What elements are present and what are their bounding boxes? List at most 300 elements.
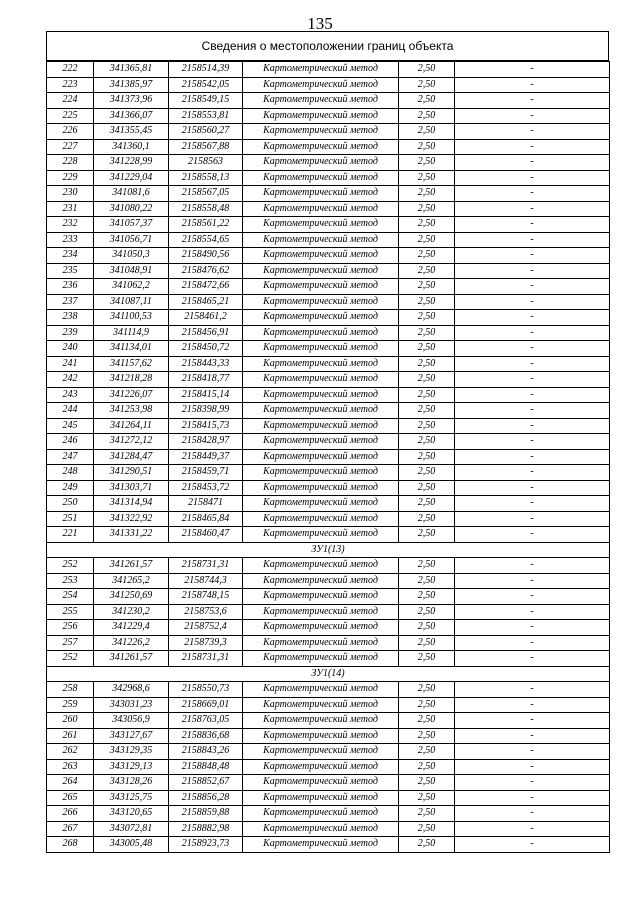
table-row [47,790,610,806]
method-cell: Картометрический метод [243,620,399,636]
table-row [47,356,610,372]
y-coordinate-cell: 2158567,05 [169,186,243,202]
table-row [47,139,610,155]
description-cell: - [455,155,610,171]
accuracy-cell: 2,50 [399,837,455,853]
point-number-cell: 232 [47,217,94,233]
method-cell: Картометрический метод [243,108,399,124]
accuracy-cell: 2,50 [399,93,455,109]
x-coordinate-cell: 341385,97 [94,77,169,93]
table-row [47,697,610,713]
x-coordinate-cell: 341050,3 [94,248,169,264]
method-cell: Картометрический метод [243,790,399,806]
method-cell: Картометрический метод [243,558,399,574]
x-coordinate-cell: 343005,48 [94,837,169,853]
accuracy-cell: 2,50 [399,170,455,186]
point-number-cell: 246 [47,434,94,450]
point-number-cell: 255 [47,604,94,620]
table-row [47,124,610,140]
x-coordinate-cell: 341226,07 [94,387,169,403]
group-label: ЗУ1(14) [47,666,610,682]
description-cell: - [455,806,610,822]
accuracy-cell: 2,50 [399,62,455,78]
description-cell: - [455,589,610,605]
section-title: Сведения о местоположении границ объекта [46,31,609,61]
point-number-cell: 245 [47,418,94,434]
accuracy-cell: 2,50 [399,418,455,434]
point-number-cell: 266 [47,806,94,822]
point-number-cell: 242 [47,372,94,388]
description-cell: - [455,527,610,543]
accuracy-cell: 2,50 [399,527,455,543]
accuracy-cell: 2,50 [399,635,455,651]
y-coordinate-cell: 2158460,47 [169,527,243,543]
y-coordinate-cell: 2158465,84 [169,511,243,527]
table-row [47,837,610,853]
table-row [47,403,610,419]
coordinates-table-container [46,61,609,853]
table-row [47,713,610,729]
description-cell: - [455,775,610,791]
method-cell: Картометрический метод [243,77,399,93]
x-coordinate-cell: 341366,07 [94,108,169,124]
point-number-cell: 229 [47,170,94,186]
description-cell: - [455,821,610,837]
table-row [47,744,610,760]
method-cell: Картометрический метод [243,387,399,403]
y-coordinate-cell: 2158739,3 [169,635,243,651]
point-number-cell: 257 [47,635,94,651]
table-row [47,589,610,605]
x-coordinate-cell: 341134,01 [94,341,169,357]
accuracy-cell: 2,50 [399,604,455,620]
method-cell: Картометрический метод [243,356,399,372]
accuracy-cell: 2,50 [399,186,455,202]
y-coordinate-cell: 2158476,62 [169,263,243,279]
accuracy-cell: 2,50 [399,511,455,527]
point-number-cell: 239 [47,325,94,341]
accuracy-cell: 2,50 [399,775,455,791]
group-row [47,542,610,558]
description-cell: - [455,682,610,698]
x-coordinate-cell: 341331,22 [94,527,169,543]
description-cell: - [455,108,610,124]
description-cell: - [455,325,610,341]
accuracy-cell: 2,50 [399,279,455,295]
point-number-cell: 226 [47,124,94,140]
table-row [47,620,610,636]
point-number-cell: 243 [47,387,94,403]
y-coordinate-cell: 2158553,81 [169,108,243,124]
y-coordinate-cell: 2158514,39 [169,62,243,78]
accuracy-cell: 2,50 [399,759,455,775]
description-cell: - [455,263,610,279]
x-coordinate-cell: 341250,69 [94,589,169,605]
description-cell: - [455,651,610,667]
table-row [47,201,610,217]
accuracy-cell: 2,50 [399,589,455,605]
point-number-cell: 240 [47,341,94,357]
x-coordinate-cell: 343056,9 [94,713,169,729]
x-coordinate-cell: 341322,92 [94,511,169,527]
point-number-cell: 241 [47,356,94,372]
y-coordinate-cell: 2158753,6 [169,604,243,620]
y-coordinate-cell: 2158558,13 [169,170,243,186]
y-coordinate-cell: 2158549,15 [169,93,243,109]
x-coordinate-cell: 341226,2 [94,635,169,651]
y-coordinate-cell: 2158744,3 [169,573,243,589]
table-row [47,434,610,450]
x-coordinate-cell: 341057,37 [94,217,169,233]
accuracy-cell: 2,50 [399,465,455,481]
table-row [47,108,610,124]
x-coordinate-cell: 343128,26 [94,775,169,791]
description-cell: - [455,372,610,388]
y-coordinate-cell: 2158428,97 [169,434,243,450]
description-cell: - [455,279,610,295]
point-number-cell: 236 [47,279,94,295]
method-cell: Картометрический метод [243,511,399,527]
table-row [47,635,610,651]
y-coordinate-cell: 2158398,99 [169,403,243,419]
x-coordinate-cell: 341314,94 [94,496,169,512]
x-coordinate-cell: 341081,6 [94,186,169,202]
y-coordinate-cell: 2158852,67 [169,775,243,791]
y-coordinate-cell: 2158450,72 [169,341,243,357]
method-cell: Картометрический метод [243,449,399,465]
method-cell: Картометрический метод [243,341,399,357]
table-row [47,511,610,527]
x-coordinate-cell: 343031,23 [94,697,169,713]
y-coordinate-cell: 2158558,48 [169,201,243,217]
point-number-cell: 252 [47,651,94,667]
accuracy-cell: 2,50 [399,139,455,155]
method-cell: Картометрический метод [243,480,399,496]
x-coordinate-cell: 341087,11 [94,294,169,310]
point-number-cell: 259 [47,697,94,713]
x-coordinate-cell: 341228,99 [94,155,169,171]
method-cell: Картометрический метод [243,496,399,512]
table-row [47,263,610,279]
x-coordinate-cell: 341360,1 [94,139,169,155]
description-cell: - [455,294,610,310]
y-coordinate-cell: 2158459,71 [169,465,243,481]
description-cell: - [455,713,610,729]
point-number-cell: 228 [47,155,94,171]
table-row [47,604,610,620]
point-number-cell: 265 [47,790,94,806]
method-cell: Картометрический метод [243,635,399,651]
x-coordinate-cell: 341261,57 [94,651,169,667]
y-coordinate-cell: 2158752,4 [169,620,243,636]
point-number-cell: 247 [47,449,94,465]
x-coordinate-cell: 341114,9 [94,325,169,341]
y-coordinate-cell: 2158763,05 [169,713,243,729]
y-coordinate-cell: 2158748,15 [169,589,243,605]
y-coordinate-cell: 2158443,33 [169,356,243,372]
table-row [47,77,610,93]
method-cell: Картометрический метод [243,186,399,202]
accuracy-cell: 2,50 [399,310,455,326]
x-coordinate-cell: 341365,81 [94,62,169,78]
description-cell: - [455,186,610,202]
accuracy-cell: 2,50 [399,341,455,357]
accuracy-cell: 2,50 [399,248,455,264]
x-coordinate-cell: 343129,13 [94,759,169,775]
table-row [47,465,610,481]
y-coordinate-cell: 2158465,21 [169,294,243,310]
description-cell: - [455,759,610,775]
accuracy-cell: 2,50 [399,806,455,822]
description-cell: - [455,77,610,93]
point-number-cell: 225 [47,108,94,124]
description-cell: - [455,124,610,140]
y-coordinate-cell: 2158836,68 [169,728,243,744]
table-row [47,186,610,202]
point-number-cell: 254 [47,589,94,605]
point-number-cell: 238 [47,310,94,326]
table-row [47,418,610,434]
accuracy-cell: 2,50 [399,201,455,217]
point-number-cell: 223 [47,77,94,93]
y-coordinate-cell: 2158418,77 [169,372,243,388]
accuracy-cell: 2,50 [399,356,455,372]
y-coordinate-cell: 2158449,37 [169,449,243,465]
point-number-cell: 237 [47,294,94,310]
description-cell: - [455,248,610,264]
table-row [47,480,610,496]
accuracy-cell: 2,50 [399,620,455,636]
table-row [47,62,610,78]
description-cell: - [455,387,610,403]
table-row [47,682,610,698]
x-coordinate-cell: 341264,11 [94,418,169,434]
x-coordinate-cell: 343120,65 [94,806,169,822]
method-cell: Картометрический метод [243,279,399,295]
accuracy-cell: 2,50 [399,697,455,713]
method-cell: Картометрический метод [243,418,399,434]
accuracy-cell: 2,50 [399,387,455,403]
method-cell: Картометрический метод [243,589,399,605]
method-cell: Картометрический метод [243,232,399,248]
accuracy-cell: 2,50 [399,821,455,837]
y-coordinate-cell: 2158456,91 [169,325,243,341]
y-coordinate-cell: 2158415,73 [169,418,243,434]
method-cell: Картометрический метод [243,434,399,450]
description-cell: - [455,356,610,372]
method-cell: Картометрический метод [243,573,399,589]
point-number-cell: 248 [47,465,94,481]
page-number: 135 [307,14,333,33]
description-cell: - [455,635,610,651]
point-number-cell: 235 [47,263,94,279]
y-coordinate-cell: 2158542,05 [169,77,243,93]
accuracy-cell: 2,50 [399,651,455,667]
x-coordinate-cell: 343125,75 [94,790,169,806]
table-row [47,248,610,264]
accuracy-cell: 2,50 [399,372,455,388]
x-coordinate-cell: 341048,91 [94,263,169,279]
table-row [47,651,610,667]
description-cell: - [455,511,610,527]
accuracy-cell: 2,50 [399,790,455,806]
y-coordinate-cell: 2158560,27 [169,124,243,140]
y-coordinate-cell: 2158882,98 [169,821,243,837]
x-coordinate-cell: 341229,04 [94,170,169,186]
accuracy-cell: 2,50 [399,124,455,140]
y-coordinate-cell: 2158554,65 [169,232,243,248]
y-coordinate-cell: 2158561,22 [169,217,243,233]
method-cell: Картометрический метод [243,139,399,155]
description-cell: - [455,449,610,465]
description-cell: - [455,139,610,155]
accuracy-cell: 2,50 [399,573,455,589]
description-cell: - [455,170,610,186]
y-coordinate-cell: 2158848,48 [169,759,243,775]
method-cell: Картометрический метод [243,62,399,78]
x-coordinate-cell: 341230,2 [94,604,169,620]
x-coordinate-cell: 343127,67 [94,728,169,744]
table-row [47,341,610,357]
x-coordinate-cell: 341284,47 [94,449,169,465]
point-number-cell: 221 [47,527,94,543]
method-cell: Картометрический метод [243,248,399,264]
method-cell: Картометрический метод [243,124,399,140]
y-coordinate-cell: 2158461,2 [169,310,243,326]
method-cell: Картометрический метод [243,325,399,341]
method-cell: Картометрический метод [243,821,399,837]
x-coordinate-cell: 341290,51 [94,465,169,481]
accuracy-cell: 2,50 [399,558,455,574]
x-coordinate-cell: 341355,45 [94,124,169,140]
method-cell: Картометрический метод [243,775,399,791]
description-cell: - [455,697,610,713]
point-number-cell: 262 [47,744,94,760]
point-number-cell: 249 [47,480,94,496]
method-cell: Картометрический метод [243,651,399,667]
table-row [47,821,610,837]
method-cell: Картометрический метод [243,201,399,217]
point-number-cell: 250 [47,496,94,512]
x-coordinate-cell: 341218,28 [94,372,169,388]
point-number-cell: 253 [47,573,94,589]
method-cell: Картометрический метод [243,697,399,713]
x-coordinate-cell: 343129,35 [94,744,169,760]
table-row [47,728,610,744]
y-coordinate-cell: 2158563 [169,155,243,171]
description-cell: - [455,62,610,78]
description-cell: - [455,217,610,233]
x-coordinate-cell: 341261,57 [94,558,169,574]
accuracy-cell: 2,50 [399,480,455,496]
table-row [47,155,610,171]
accuracy-cell: 2,50 [399,496,455,512]
y-coordinate-cell: 2158856,28 [169,790,243,806]
point-number-cell: 263 [47,759,94,775]
description-cell: - [455,310,610,326]
table-row [47,217,610,233]
table-row [47,558,610,574]
description-cell: - [455,232,610,248]
point-number-cell: 256 [47,620,94,636]
method-cell: Картометрический метод [243,403,399,419]
point-number-cell: 222 [47,62,94,78]
description-cell: - [455,341,610,357]
accuracy-cell: 2,50 [399,325,455,341]
point-number-cell: 252 [47,558,94,574]
method-cell: Картометрический метод [243,604,399,620]
accuracy-cell: 2,50 [399,232,455,248]
table-row [47,387,610,403]
table-row [47,93,610,109]
description-cell: - [455,496,610,512]
accuracy-cell: 2,50 [399,713,455,729]
point-number-cell: 234 [47,248,94,264]
accuracy-cell: 2,50 [399,155,455,171]
x-coordinate-cell: 341157,62 [94,356,169,372]
description-cell: - [455,434,610,450]
y-coordinate-cell: 2158923,73 [169,837,243,853]
method-cell: Картометрический метод [243,310,399,326]
method-cell: Картометрический метод [243,806,399,822]
table-row [47,294,610,310]
accuracy-cell: 2,50 [399,217,455,233]
x-coordinate-cell: 341253,98 [94,403,169,419]
accuracy-cell: 2,50 [399,434,455,450]
y-coordinate-cell: 2158550,73 [169,682,243,698]
coordinates-table-body [47,62,610,853]
table-row [47,759,610,775]
x-coordinate-cell: 341062,2 [94,279,169,295]
description-cell: - [455,480,610,496]
point-number-cell: 268 [47,837,94,853]
point-number-cell: 230 [47,186,94,202]
y-coordinate-cell: 2158731,31 [169,651,243,667]
y-coordinate-cell: 2158669,01 [169,697,243,713]
group-label: ЗУ1(13) [47,542,610,558]
y-coordinate-cell: 2158731,31 [169,558,243,574]
point-number-cell: 258 [47,682,94,698]
point-number-cell: 224 [47,93,94,109]
method-cell: Картометрический метод [243,263,399,279]
point-number-cell: 264 [47,775,94,791]
y-coordinate-cell: 2158859,88 [169,806,243,822]
accuracy-cell: 2,50 [399,263,455,279]
point-number-cell: 267 [47,821,94,837]
accuracy-cell: 2,50 [399,682,455,698]
table-row [47,170,610,186]
method-cell: Картометрический метод [243,217,399,233]
table-row [47,372,610,388]
accuracy-cell: 2,50 [399,449,455,465]
description-cell: - [455,418,610,434]
table-row [47,496,610,512]
x-coordinate-cell: 342968,6 [94,682,169,698]
x-coordinate-cell: 341373,96 [94,93,169,109]
x-coordinate-cell: 343072,81 [94,821,169,837]
table-row [47,325,610,341]
method-cell: Картометрический метод [243,294,399,310]
x-coordinate-cell: 341272,12 [94,434,169,450]
method-cell: Картометрический метод [243,93,399,109]
description-cell: - [455,604,610,620]
description-cell: - [455,465,610,481]
method-cell: Картометрический метод [243,527,399,543]
y-coordinate-cell: 2158472,66 [169,279,243,295]
y-coordinate-cell: 2158567,88 [169,139,243,155]
table-row [47,527,610,543]
x-coordinate-cell: 341080,22 [94,201,169,217]
